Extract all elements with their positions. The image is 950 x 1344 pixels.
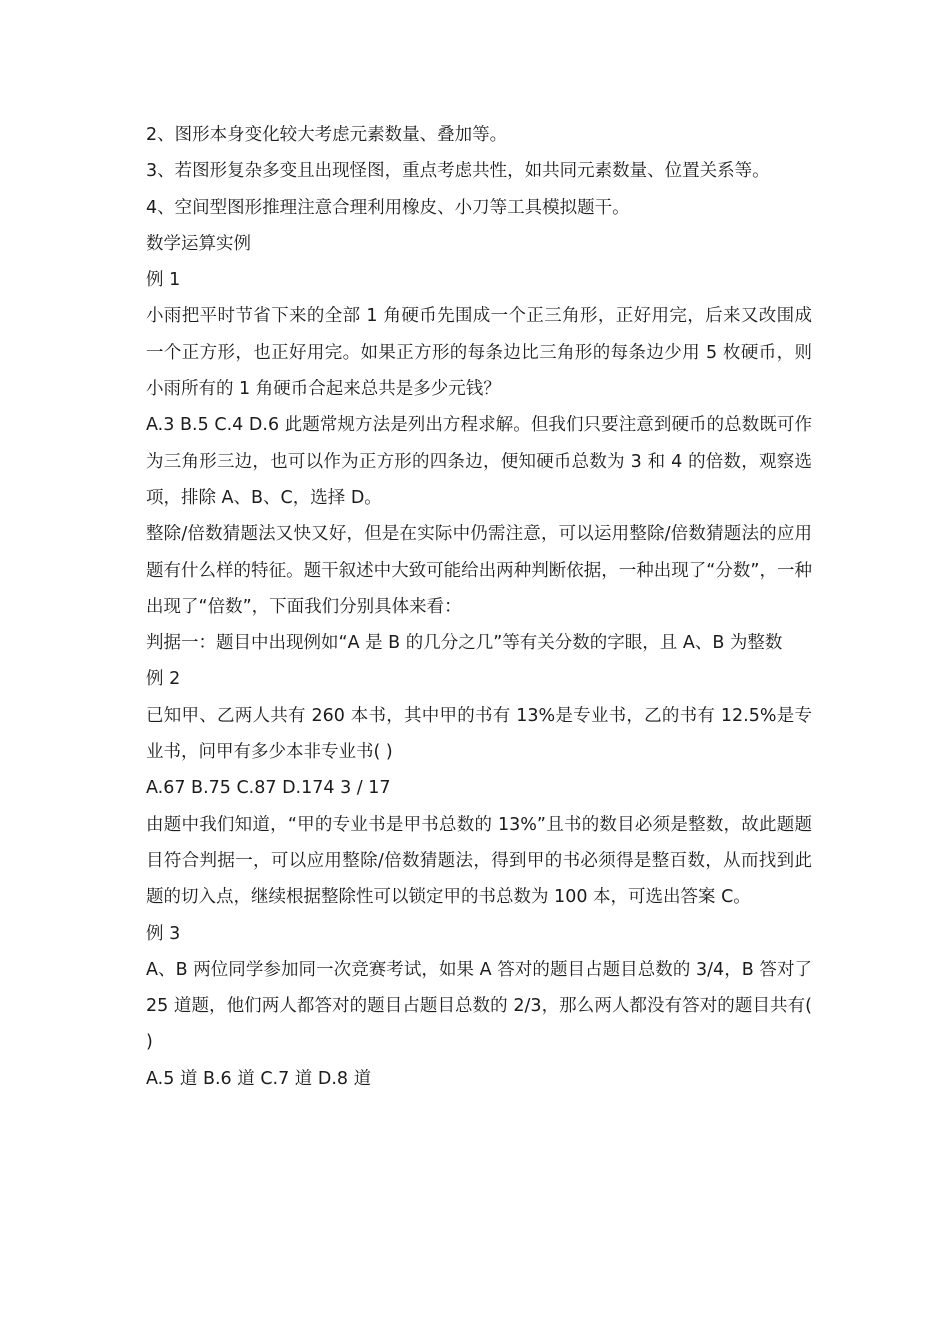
example-3-question: A、B 两位同学参加同一次竞赛考试，如果 A 答对的题目占题目总数的 3/4，B 答对了 25 道题，他们两人都答对的题目占题目总数的 2/3，那么两人都没有答对的题目共有( ) [146, 959, 818, 1053]
example-2-solution: 由题中我们知道，“甲的专业书是甲书总数的 13%”且书的数目必须是整数，故此题题目符合判据一，可以应用整除/倍数猜题法，得到甲的书必须得是整百数，从而找到此题的切入点，继续根据整除性可以锁定甲的书总数为 100 本，可选出答案 C。 [146, 814, 812, 908]
example-2-question: 已知甲、乙两人共有 260 本书，其中甲的书有 13%是专业书，乙的书有 12.5%是专业书，问甲有多少本非专业书( ) [146, 705, 812, 763]
example-3-label: 例 3 [146, 923, 181, 944]
example-1-answer: A.3 B.5 C.4 D.6 此题常规方法是列出方程求解。但我们只要注意到硬币的总数既可作为三角形三边，也可以作为正方形的四条边，便知硬币总数为 3 和 4 的倍数，观察选项，排除 A、B、C，选择 D。 [146, 415, 812, 508]
example-1-question: 小雨把平时节省下来的全部 1 角硬币先围成一个正三角形，正好用完，后来又改围成一个正方形，也正好用完。如果正方形的每条边比三角形的每条边少用 5 枚硬币，则小雨所有的 1 角硬币合起来总共是多少元钱？ [146, 306, 812, 400]
criterion-one: 判据一：题目中出现例如“A 是 B 的几分之几”等有关分数的字眼，且 A、B 为整数 [146, 633, 783, 654]
section-heading: 数学运算实例 [146, 233, 251, 254]
rule-item-3: 3、若图形复杂多变且出现怪图，重点考虑共性，如共同元素数量、位置关系等。 [146, 161, 770, 182]
example-2-options: A.67 B.75 C.87 D.174 3 / 17 [146, 778, 391, 799]
example-1-label: 例 1 [146, 270, 181, 291]
rule-item-2: 2、图形本身变化较大考虑元素数量、叠加等。 [146, 125, 508, 145]
document-page [146, 117, 818, 1097]
example-3-options: A.5 道 B.6 道 C.7 道 D.8 道 [146, 1068, 372, 1089]
rule-item-4: 4、空间型图形推理注意合理利用橡皮、小刀等工具模拟题干。 [146, 197, 630, 218]
example-2-label: 例 2 [146, 669, 181, 690]
method-explanation: 整除/倍数猜题法又快又好，但是在实际中仍需注意，可以运用整除/倍数猜题法的应用题有什么样的特征。题干叙述中大致可能给出两种判断依据，一种出现了“分数”，一种出现了“倍数”，下面我们分别具体来看： [146, 524, 812, 617]
